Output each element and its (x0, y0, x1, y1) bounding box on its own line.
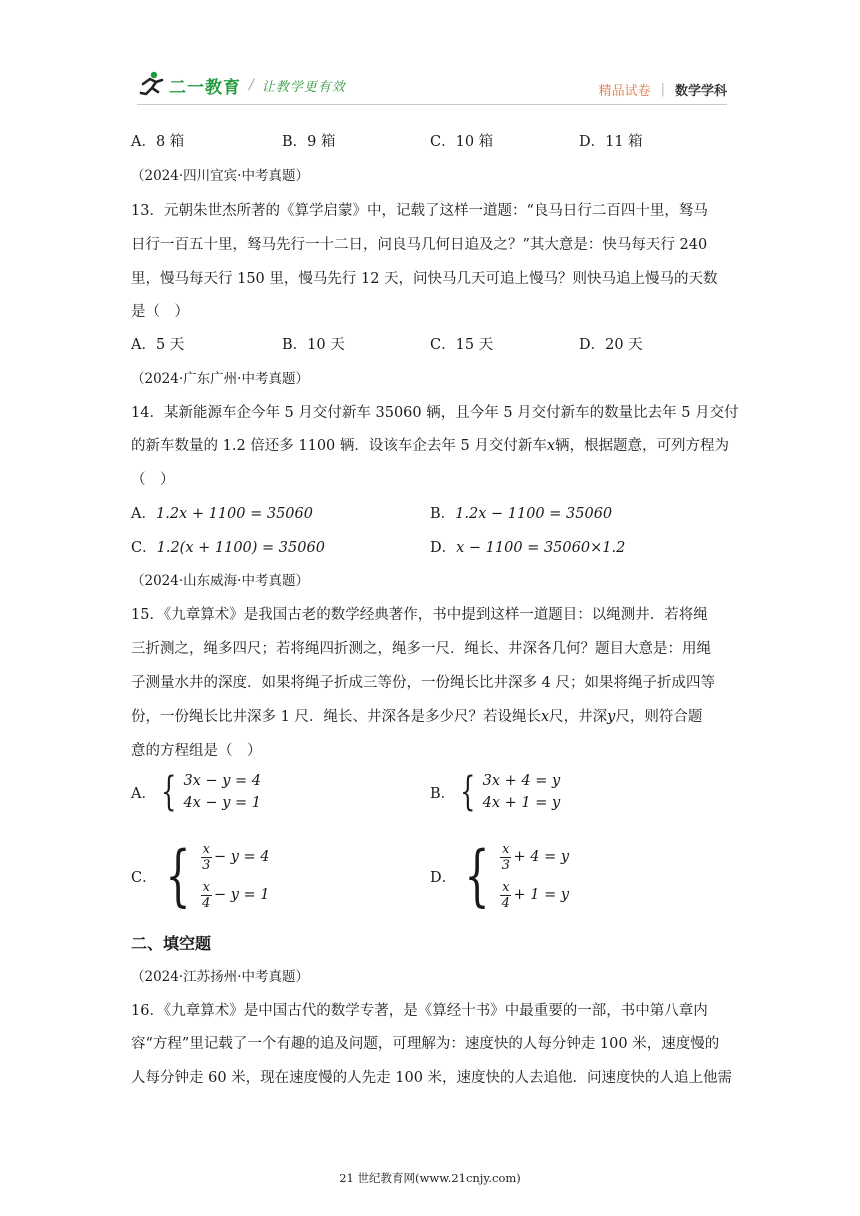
q14-line-2-a: 的新车数量的 1.2 倍还多 1100 辆．设该车企去年 5 月交付新车 (131, 438, 547, 454)
q12-option-c: C．10 箱 (430, 134, 494, 150)
q14-line-1: 14．某新能源车企今年 5 月交付新车 35060 辆，且今年 5 月交付新车的数量比去年 5 月交付 (131, 405, 739, 421)
fraction-numerator: x (202, 879, 210, 895)
q15-option-d-eq2-rest: + 1 = y (513, 887, 570, 903)
q14-option-d-label: D． (430, 540, 457, 556)
brand-slogan: 让教学更有效 (261, 79, 346, 95)
q13-line-4: 是（ ） (131, 304, 189, 320)
tag-divider: | (660, 82, 665, 97)
q15-option-d (430, 838, 569, 914)
left-brace-icon: { (464, 837, 490, 914)
fraction-denominator: 4 (202, 895, 211, 911)
header-tags (599, 80, 727, 99)
q14-option-c-label: C． (131, 540, 157, 556)
q15-option-d-label: D． (430, 869, 457, 886)
q16-line-1: 16．《九章算术》是中国古代的数学专著，是《算经十书》中最重要的一部，书中第八章内 (131, 1003, 708, 1019)
q15-option-b-eq1: 3x + 4 = y (482, 773, 561, 789)
q15-option-d-eq1 (500, 838, 569, 876)
fraction-denominator: 4 (501, 895, 510, 911)
q13-option-a: A．5 天 (131, 337, 185, 353)
q13-line-1: 13．元朝朱世杰所著的《算学启蒙》中，记载了这样一道题：“良马日行二百四十里，驽马 (131, 203, 708, 219)
q13-line-3: 里，慢马每天行 150 里，慢马先行 12 天，问快马几天可追上慢马？则快马追上慢马的天数 (131, 271, 718, 287)
q15-option-c-eq2-rest: − y = 1 (213, 887, 270, 903)
q13-source: （2024·四川宜宾·中考真题） (131, 168, 309, 184)
q15-var-y: y (607, 709, 616, 725)
q15-option-c-label: C． (131, 869, 157, 886)
fraction-denominator: 3 (202, 857, 211, 873)
header-divider (137, 104, 727, 105)
q15-line-4 (131, 705, 702, 726)
page-header (137, 70, 727, 106)
brand-name: 二一教育 (169, 77, 241, 98)
q14-option-d-expr: x − 1100 = 35060×1.2 (456, 540, 626, 556)
q16-line-3: 人每分钟走 60 米，现在速度慢的人先走 100 米，速度快的人去追他．问速度快的人追上他需 (131, 1070, 733, 1086)
tag-premium: 精品试卷 (598, 84, 651, 99)
section-heading: 二、填空题 (131, 934, 212, 953)
q15-source: （2024·山东威海·中考真题） (131, 573, 309, 589)
q12-option-a: A．8 箱 (131, 134, 185, 150)
q15-option-d-eq1-rest: + 4 = y (513, 849, 570, 865)
q13-line-2: 日行一百五十里，驽马先行一十二日，问良马几何日追及之？”其大意是：快马每天行 240 (131, 237, 708, 253)
fraction-numerator: x (502, 879, 510, 895)
q15-line-2: 三折测之，绳多四尺；若将绳四折测之，绳多一尺．绳长、井深各几何？题目大意是：用绳 (131, 641, 711, 657)
q15-option-c-eq1 (201, 838, 270, 876)
q15-line-4-a: 份，一份绳长比井深多 1 尺．绳长、井深各是多少尺？若设绳长 (131, 709, 541, 725)
q15-line-3: 子测量水井的深度．如果将绳子折成三等份，一份绳长比井深多 4 尺；如果将绳子折成四等 (131, 675, 715, 691)
q14-option-a-expr: 1.2x + 1100 = 35060 (155, 506, 313, 522)
q14-option-c-expr: 1.2(x + 1100) = 35060 (156, 540, 325, 556)
q15-option-b-eq2: 4x + 1 = y (482, 795, 561, 811)
q14-var-x: x (546, 438, 556, 454)
q15-line-5: 意的方程组是（ ） (131, 743, 262, 759)
q15-option-a-eq2: 4x − y = 1 (183, 795, 261, 811)
page-footer: 21 世纪教育网(www.21cnjy.com) (339, 1171, 521, 1185)
fraction-numerator: x (502, 841, 510, 857)
q15-option-a-eq1: 3x − y = 4 (183, 773, 261, 789)
left-brace-icon: { (165, 837, 191, 914)
q13-options (131, 333, 731, 357)
q14-line-2 (131, 434, 729, 455)
q14-option-c (131, 536, 325, 557)
q15-line-4-c: 尺，则符合题 (615, 709, 703, 725)
q14-option-b (430, 502, 612, 523)
q15-option-c-eq1-rest: − y = 4 (213, 849, 270, 865)
runner-logo-icon (137, 70, 165, 100)
q13-option-c: C．15 天 (430, 337, 494, 353)
q12-option-d: D．11 箱 (579, 134, 643, 150)
brand-separator: / (249, 77, 254, 93)
q12-options (131, 130, 731, 154)
q16-line-2: 容“方程”里记载了一个有趣的追及问题，可理解为：速度快的人每分钟走 100 米，速度慢的 (131, 1036, 720, 1052)
q14-option-b-expr: 1.2x − 1100 = 35060 (455, 506, 613, 522)
fraction-numerator: x (202, 841, 210, 857)
left-brace-icon: { (161, 769, 177, 815)
tag-subject: 数学学科 (674, 84, 727, 99)
q12-option-b: B．9 箱 (282, 134, 336, 150)
q14-option-a (131, 502, 313, 523)
fraction-denominator: 3 (501, 857, 510, 873)
q16-source: （2024·江苏扬州·中考真题） (131, 969, 309, 985)
q15-line-4-b: 尺，井深 (549, 709, 608, 725)
q15-option-b-label: B． (430, 785, 456, 802)
q15-option-a-label: A． (131, 785, 156, 802)
q14-line-3: （ ） (131, 472, 175, 488)
q15-option-c-eq2 (201, 876, 270, 914)
q15-line-1: 15．《九章算术》是我国古老的数学经典著作，书中提到这样一道题目：以绳测井．若将绳 (131, 607, 708, 623)
brand-logo (137, 70, 346, 100)
q15-option-d-eq2 (500, 876, 569, 914)
q13-option-b: B．10 天 (282, 337, 345, 353)
q15-option-b (430, 770, 560, 814)
q14-option-a-label: A． (131, 506, 156, 522)
left-brace-icon: { (460, 769, 476, 815)
q15-option-c (131, 838, 270, 914)
q13-option-d: D．20 天 (579, 337, 643, 353)
q15-option-a (131, 770, 261, 814)
q14-option-b-label: B． (430, 506, 456, 522)
q15-var-x: x (540, 709, 550, 725)
q14-line-2-b: 辆，根据题意，可列方程为 (555, 438, 730, 454)
q14-source: （2024·广东广州·中考真题） (131, 371, 309, 387)
q14-option-d (430, 536, 625, 557)
